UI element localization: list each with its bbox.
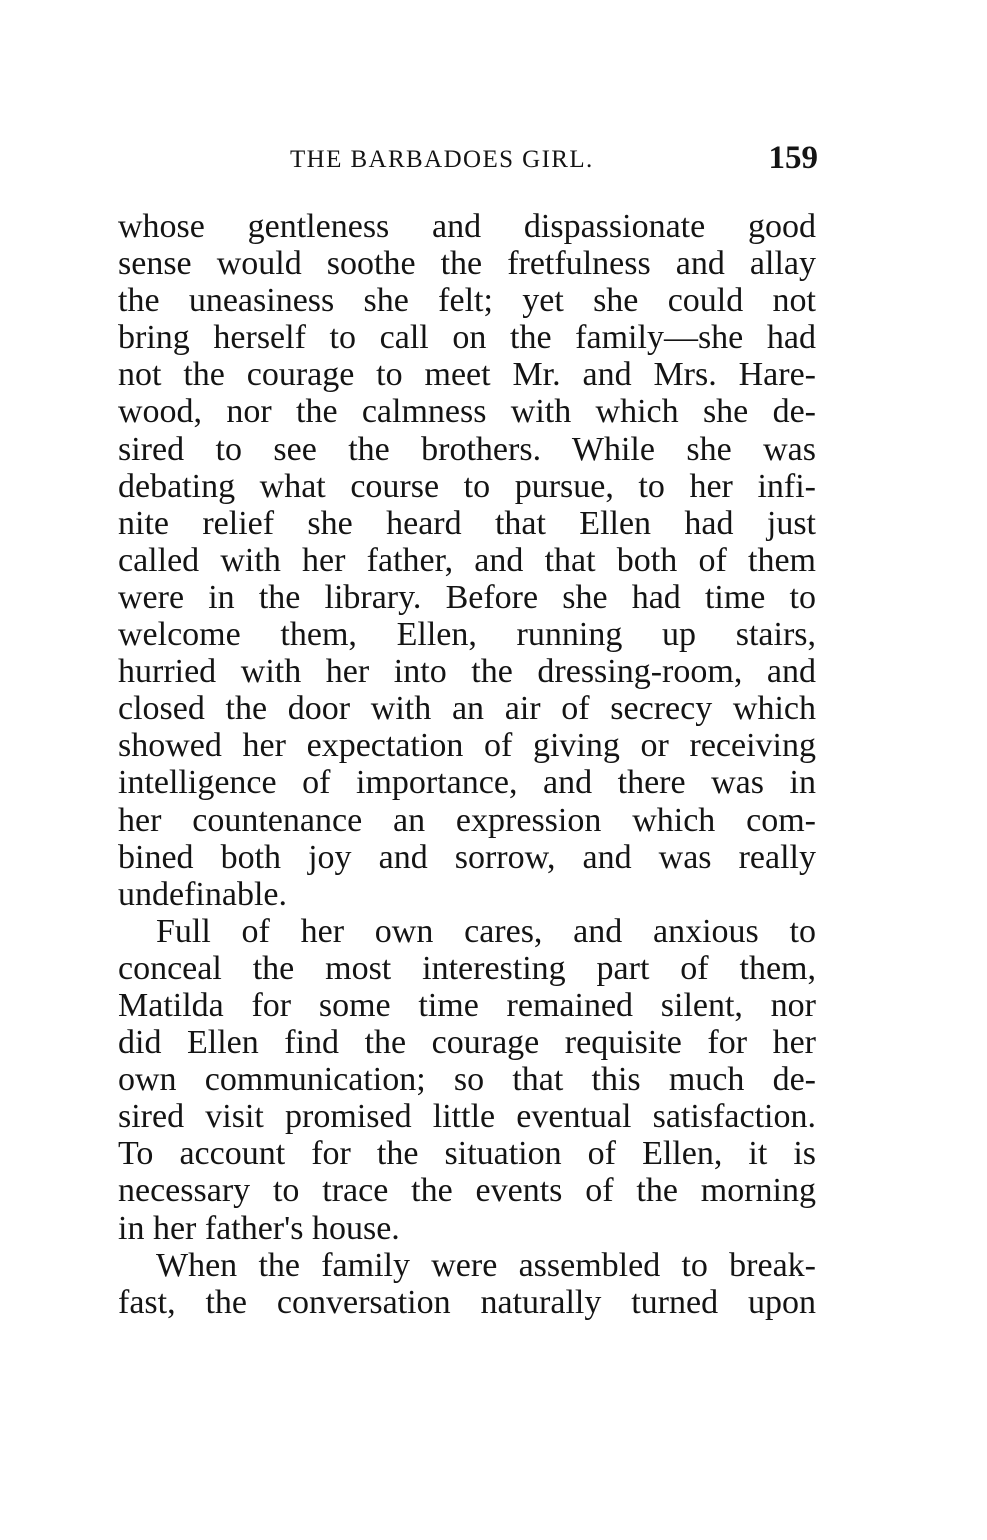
text-line: sense would soothe the fretfulness and allay xyxy=(118,245,816,283)
text-line: To account for the situation of Ellen, it is xyxy=(118,1135,816,1173)
text-line: not the courage to meet Mr. and Mrs. Hare- xyxy=(118,356,816,394)
text-line: hurried with her into the dressing-room, and xyxy=(118,653,816,691)
paragraph xyxy=(118,208,816,913)
text-line: whose gentleness and dispassionate good xyxy=(118,208,816,245)
text-line: showed her expectation of giving or receiving xyxy=(118,727,816,765)
text-line: debating what course to pursue, to her infi- xyxy=(118,467,816,505)
text-line: bring herself to call on the family—she had xyxy=(118,319,816,357)
text-line: in her father's house. xyxy=(118,1209,400,1247)
text-line: did Ellen find the courage requisite for her xyxy=(118,1024,816,1062)
text-line: necessary to trace the events of the morning xyxy=(118,1172,816,1210)
text-line: bined both joy and sorrow, and was really xyxy=(118,838,816,876)
running-head xyxy=(118,140,818,186)
text-line: When the family were assembled to break- xyxy=(156,1246,816,1284)
text-line: sired to see the brothers. While she was xyxy=(118,430,816,468)
text-line: nite relief she heard that Ellen had just xyxy=(118,504,816,542)
text-line: fast, the conversation naturally turned upon xyxy=(118,1283,816,1321)
text-line: the uneasiness she felt; yet she could not xyxy=(118,282,816,320)
text-line: her countenance an expression which com- xyxy=(118,801,816,839)
body-text xyxy=(118,208,816,1321)
paragraph xyxy=(118,1247,816,1321)
text-line: Matilda for some time remained silent, nor xyxy=(118,986,816,1024)
text-line: closed the door with an air of secrecy which xyxy=(118,690,816,728)
text-line: sired visit promised little eventual satisfaction. xyxy=(118,1098,816,1136)
text-line: welcome them, Ellen, running up stairs, xyxy=(118,616,816,654)
text-line: called with her father, and that both of them xyxy=(118,541,816,579)
paragraph xyxy=(118,913,816,1247)
text-line: intelligence of importance, and there was in xyxy=(118,764,816,802)
running-title: THE BARBADOES GIRL. xyxy=(290,146,594,173)
text-line: own communication; so that this much de- xyxy=(118,1061,816,1099)
text-line: wood, nor the calmness with which she de- xyxy=(118,393,816,431)
page-number: 159 xyxy=(768,140,818,176)
text-line: conceal the most interesting part of them, xyxy=(118,949,816,987)
text-line: Full of her own cares, and anxious to xyxy=(156,912,816,950)
text-line: were in the library. Before she had time to xyxy=(118,578,816,616)
text-line: undefinable. xyxy=(118,875,287,913)
